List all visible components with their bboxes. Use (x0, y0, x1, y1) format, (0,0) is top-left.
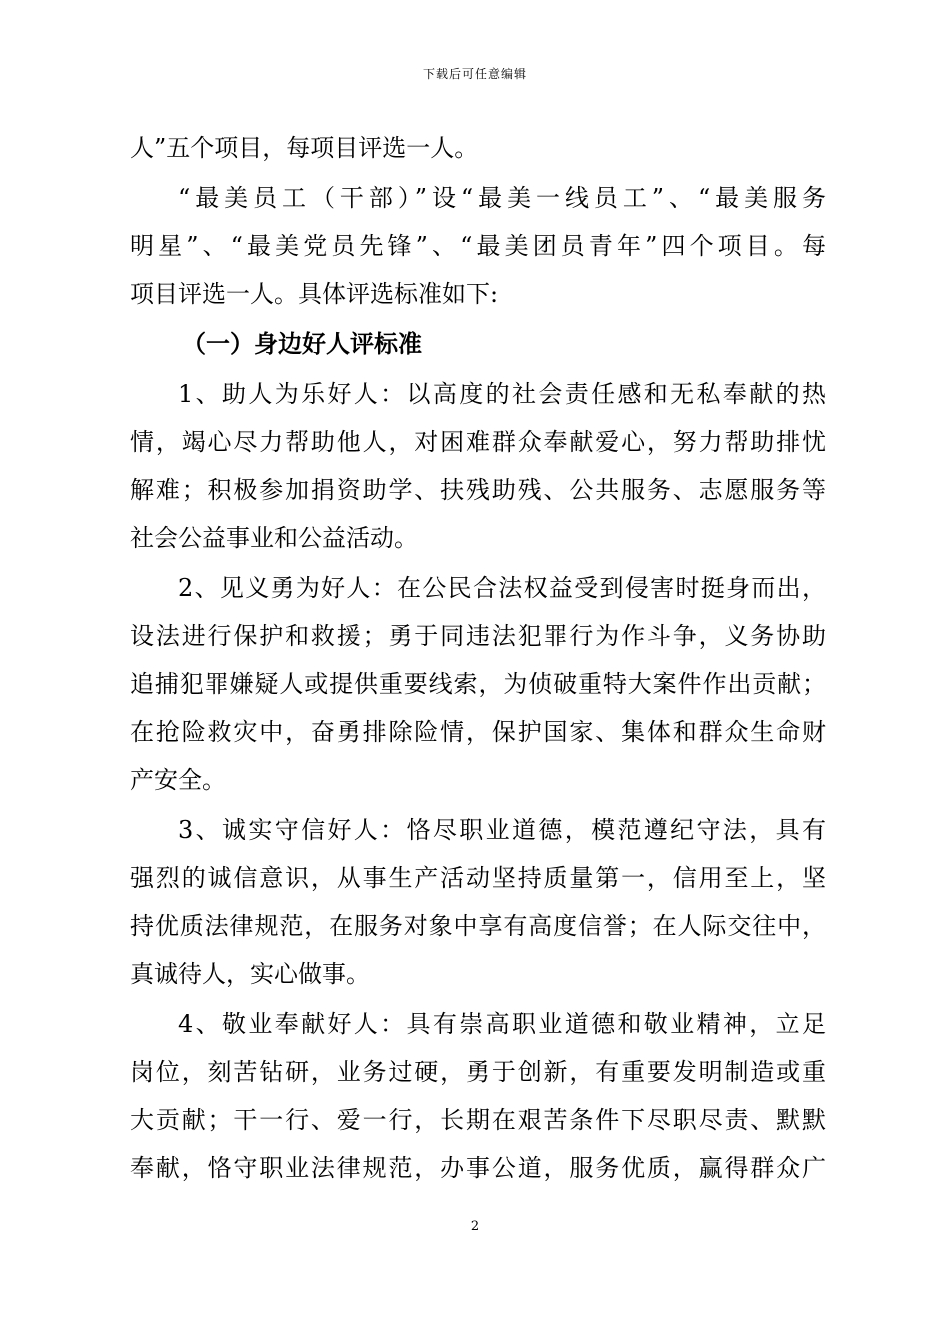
document-body (130, 124, 826, 1192)
text-line: 社会公益事业和公益活动。 (130, 524, 418, 552)
text-line: 在抢险救灾中，奋勇排除险情，保护国家、集体和群众生命财 (130, 718, 826, 746)
text-line: 奉献，恪守职业法律规范，办事公道，服务优质，赢得群众广 (130, 1154, 826, 1182)
text-line: 真诚待人，实心做事。 (130, 960, 370, 988)
text-line: 强烈的诚信意识，从事生产活动坚持质量第一，信用至上，坚 (130, 864, 826, 892)
page-number: 2 (470, 1219, 480, 1234)
section-heading: （一）身边好人评标准 (182, 330, 422, 358)
text-line: 岗位，刻苦钻研，业务过硬，勇于创新，有重要发明制造或重 (130, 1058, 826, 1086)
text-line: 解难；积极参加捐资助学、扶残助残、公共服务、志愿服务等 (130, 476, 826, 504)
text-line: 4、敬业奉献好人：具有崇高职业道德和敬业精神，立足 (178, 1010, 826, 1038)
text-line: 人”五个项目，每项目评选一人。 (130, 134, 479, 162)
text-line: 设法进行保护和救援；勇于同违法犯罪行为作斗争，义务协助 (130, 622, 826, 650)
text-line: “最美员工（干部）”设“最美一线员工”、“最美服务 (178, 184, 826, 212)
page-header: 下载后可任意编辑 (422, 67, 527, 81)
text-line: 2、见义勇为好人：在公民合法权益受到侵害时挺身而出， (178, 574, 826, 602)
text-line: 情，竭心尽力帮助他人，对困难群众奉献爱心，努力帮助排忧 (130, 428, 826, 456)
text-line: 项目评选一人。具体评选标准如下: (130, 280, 499, 308)
text-line: 1、助人为乐好人：以高度的社会责任感和无私奉献的热 (178, 380, 826, 408)
text-line: 大贡献；干一行、爱一行，长期在艰苦条件下尽职尽责、默默 (130, 1106, 826, 1134)
text-line: 持优质法律规范，在服务对象中享有高度信誉；在人际交往中， (130, 912, 826, 940)
text-line: 产安全。 (130, 766, 226, 794)
text-line: 3、诚实守信好人：恪尽职业道德，模范遵纪守法，具有 (178, 816, 826, 844)
text-line: 明星”、“最美党员先锋”、“最美团员青年”四个项目。每 (130, 232, 826, 260)
text-line: 追捕犯罪嫌疑人或提供重要线索，为侦破重特大案件作出贡献； (130, 670, 826, 698)
